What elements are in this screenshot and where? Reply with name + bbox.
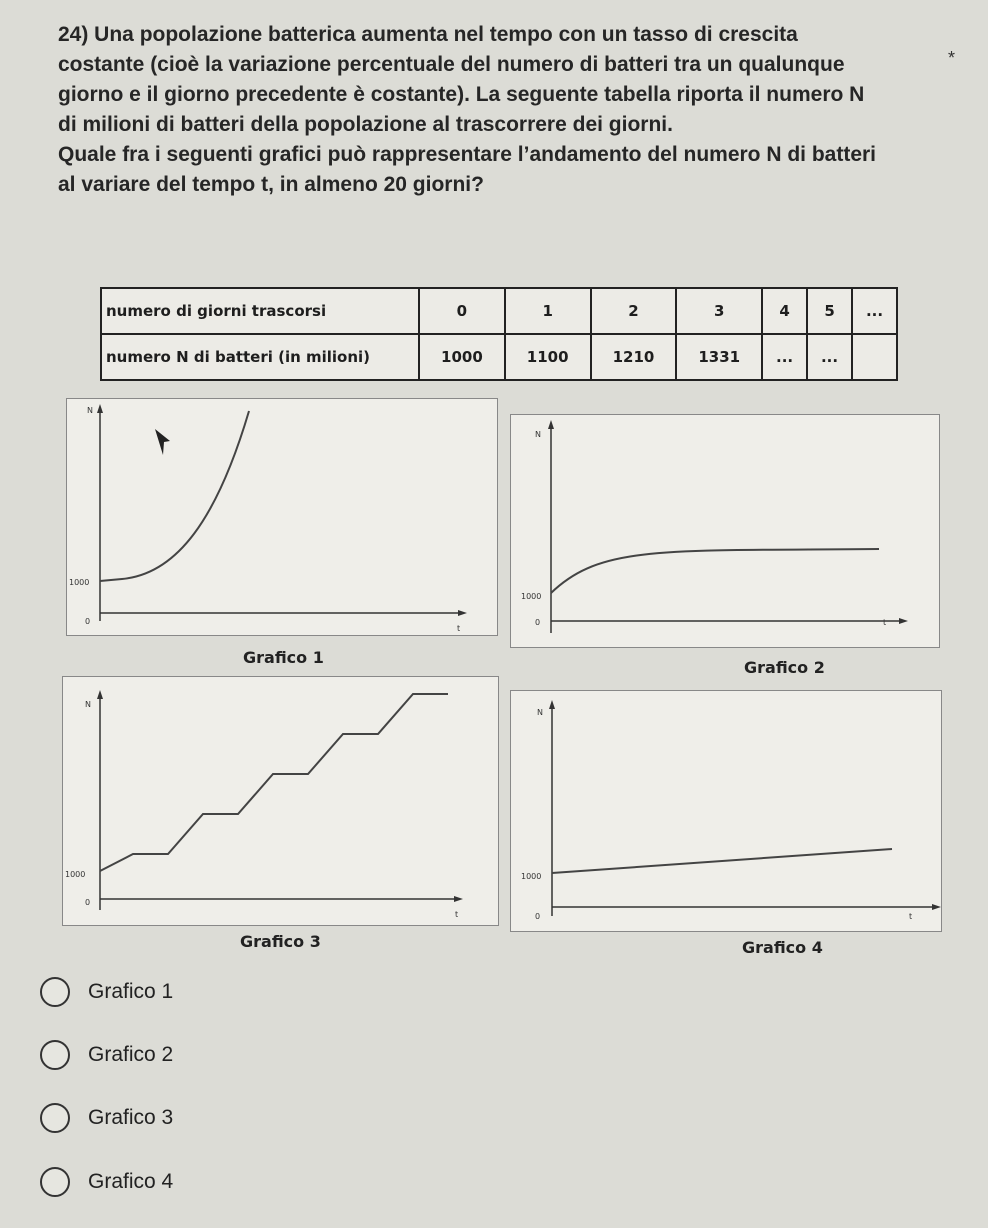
y-axis-arrow bbox=[549, 700, 555, 709]
x-label: t bbox=[909, 912, 913, 921]
y-value: 1000 bbox=[521, 872, 542, 881]
y-label: N bbox=[537, 708, 543, 717]
origin-label: 0 bbox=[85, 617, 91, 626]
graph-2-caption: Grafico 2 bbox=[744, 658, 825, 677]
table-cell: ... bbox=[807, 334, 852, 380]
option-grafico-3[interactable] bbox=[40, 1098, 340, 1138]
origin-label: 0 bbox=[535, 912, 541, 921]
graph-1-caption: Grafico 1 bbox=[243, 648, 324, 667]
graph-3-caption: Grafico 3 bbox=[240, 932, 321, 951]
graph-2-plot bbox=[511, 415, 939, 647]
question-line: giorno e il giorno precedente è costante). La seguente tabella riporta il numero N bbox=[58, 83, 865, 106]
table-row bbox=[101, 288, 897, 334]
question-line: di milioni di batteri della popolazione al trascorrere dei giorni. bbox=[58, 113, 673, 136]
cursor-arrow-icon bbox=[155, 429, 170, 455]
graph-1 bbox=[66, 398, 498, 636]
option-grafico-2[interactable] bbox=[40, 1035, 340, 1075]
table-cell: 5 bbox=[807, 288, 852, 334]
origin-label: 0 bbox=[85, 898, 91, 907]
option-label: Grafico 2 bbox=[88, 1043, 174, 1066]
question-line: 24) Una popolazione batterica aumenta nel tempo con un tasso di crescita bbox=[58, 23, 798, 46]
y-value: 1000 bbox=[69, 578, 90, 587]
curve bbox=[100, 694, 448, 871]
graph-2 bbox=[510, 414, 940, 648]
data-table bbox=[100, 287, 898, 381]
option-label: Grafico 3 bbox=[88, 1106, 174, 1129]
option-grafico-1[interactable] bbox=[40, 972, 340, 1012]
curve bbox=[100, 411, 249, 581]
y-value: 1000 bbox=[65, 870, 86, 879]
table-cell: ... bbox=[852, 288, 897, 334]
question-line: costante (cioè la variazione percentuale del numero di batteri tra un qualunque bbox=[58, 53, 845, 76]
table-cell: 1 bbox=[505, 288, 591, 334]
graph-3-plot bbox=[63, 677, 498, 925]
graph-4-plot bbox=[511, 691, 941, 931]
required-mark: * bbox=[948, 48, 956, 68]
table-row-header: numero di giorni trascorsi bbox=[101, 288, 419, 334]
table-cell: 1210 bbox=[591, 334, 677, 380]
table-cell: 0 bbox=[419, 288, 505, 334]
x-axis-arrow bbox=[899, 618, 908, 624]
curve bbox=[552, 849, 892, 873]
table-cell: 1331 bbox=[676, 334, 762, 380]
origin-label: 0 bbox=[535, 618, 541, 627]
option-label: Grafico 4 bbox=[88, 1170, 174, 1193]
graph-4 bbox=[510, 690, 942, 932]
radio-button[interactable] bbox=[40, 1167, 70, 1197]
table-cell bbox=[852, 334, 897, 380]
y-axis-arrow bbox=[97, 690, 103, 699]
graph-1-plot bbox=[67, 399, 497, 635]
graph-4-caption: Grafico 4 bbox=[742, 938, 823, 957]
x-label: t bbox=[455, 910, 459, 919]
table-cell: 2 bbox=[591, 288, 677, 334]
table-cell: ... bbox=[762, 334, 807, 380]
x-label: t bbox=[883, 618, 887, 627]
option-label: Grafico 1 bbox=[88, 980, 174, 1003]
table-cell: 1100 bbox=[505, 334, 591, 380]
y-label: N bbox=[85, 700, 91, 709]
y-label: N bbox=[535, 430, 541, 439]
table-row-header: numero N di batteri (in milioni) bbox=[101, 334, 419, 380]
table-cell: 3 bbox=[676, 288, 762, 334]
x-axis-arrow bbox=[458, 610, 467, 616]
radio-button[interactable] bbox=[40, 1040, 70, 1070]
question-line: al variare del tempo t, in almeno 20 giorni? bbox=[58, 173, 484, 196]
table-cell: 4 bbox=[762, 288, 807, 334]
x-label: t bbox=[457, 624, 461, 633]
radio-button[interactable] bbox=[40, 977, 70, 1007]
option-grafico-4[interactable] bbox=[40, 1162, 340, 1202]
table-row bbox=[101, 334, 897, 380]
question-line: Quale fra i seguenti grafici può rappresentare l’andamento del numero N di batteri bbox=[58, 143, 877, 166]
curve bbox=[551, 549, 879, 593]
y-axis-arrow bbox=[548, 420, 554, 429]
graph-3 bbox=[62, 676, 499, 926]
question-text bbox=[58, 20, 958, 200]
y-label: N bbox=[87, 406, 93, 415]
x-axis-arrow bbox=[454, 896, 463, 902]
radio-button[interactable] bbox=[40, 1103, 70, 1133]
y-axis-arrow bbox=[97, 404, 103, 413]
x-axis-arrow bbox=[932, 904, 941, 910]
y-value: 1000 bbox=[521, 592, 542, 601]
table-cell: 1000 bbox=[419, 334, 505, 380]
